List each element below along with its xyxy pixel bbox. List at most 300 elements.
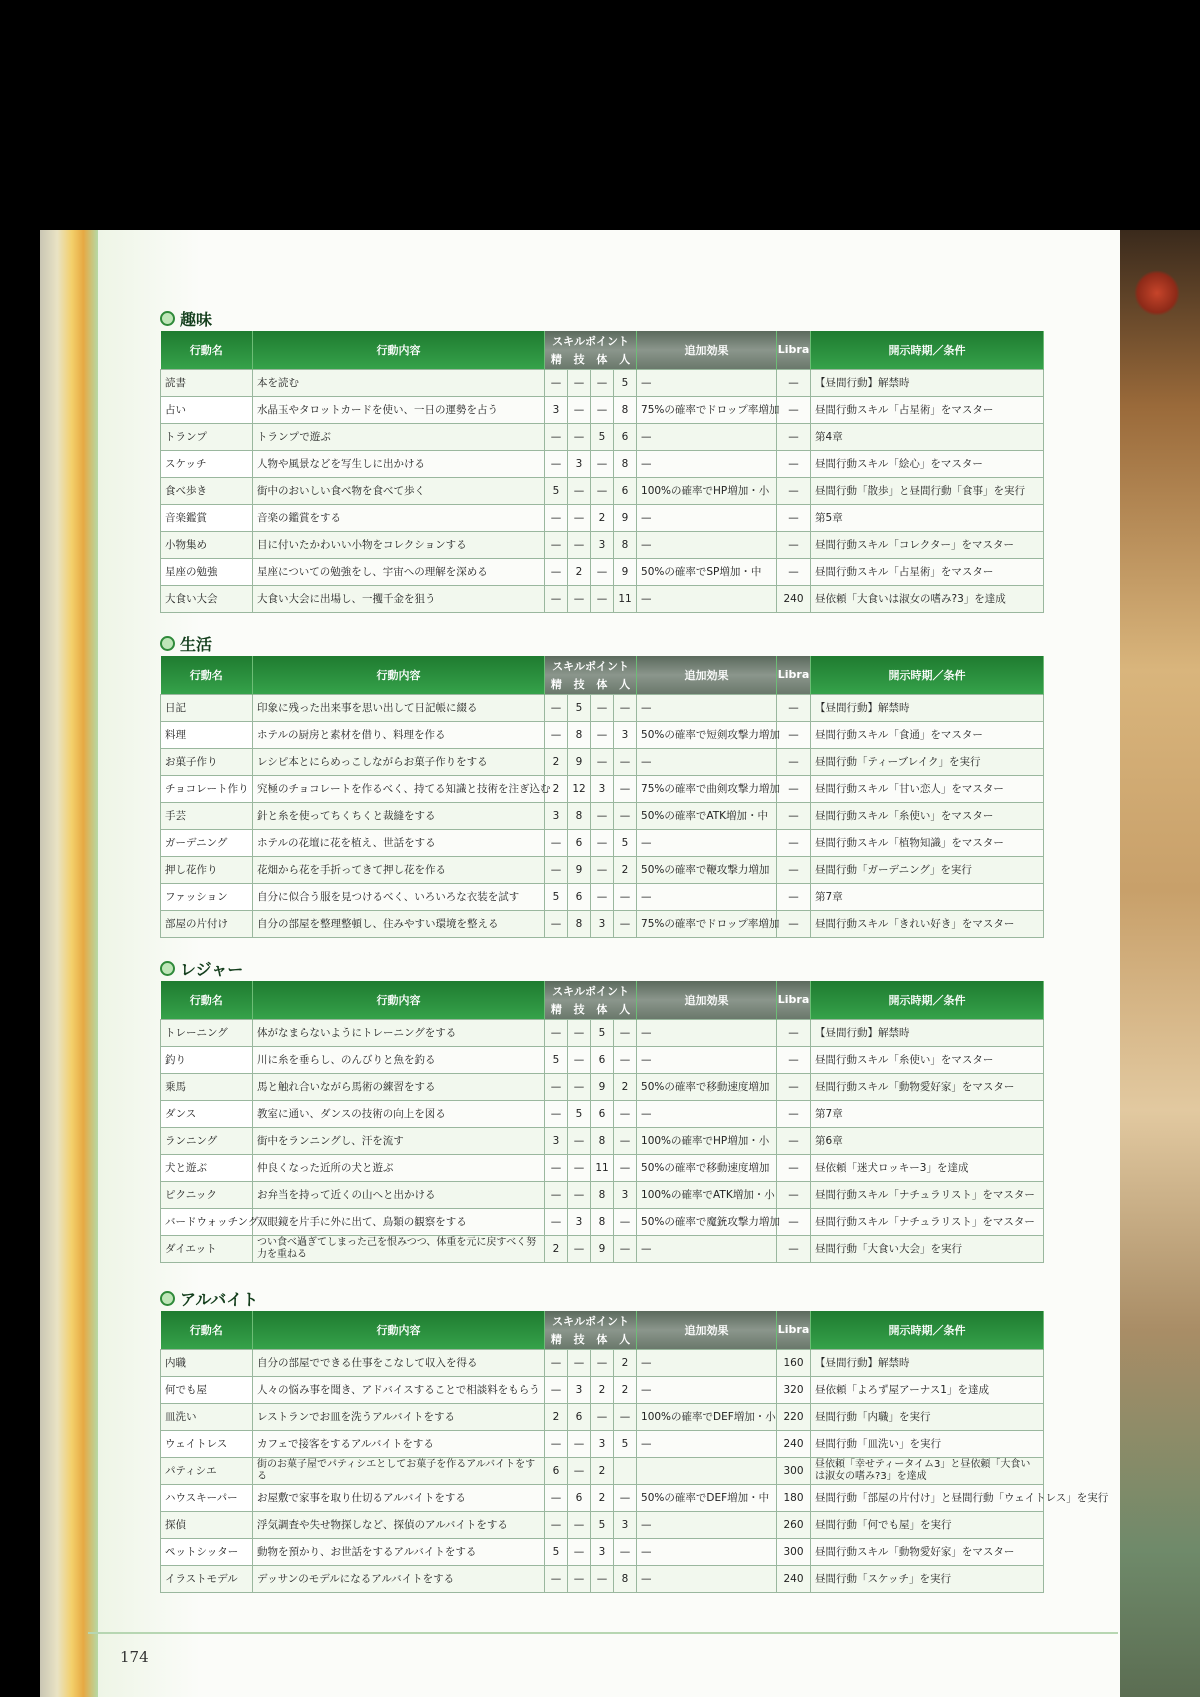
table-cell: 75%の確率でドロップ率増加 — [637, 910, 777, 937]
table-cell: — — [777, 910, 811, 937]
table-cell: — — [591, 802, 614, 829]
header-libra: Libra — [777, 656, 811, 694]
table-cell: 5 — [545, 477, 568, 504]
table-cell: 5 — [614, 369, 637, 396]
table-row — [161, 369, 1044, 396]
table-cell: 昼間行動「何でも屋」を実行 — [811, 1511, 1044, 1538]
table-cell: 昼間行動スキル「ナチュラリスト」をマスター — [811, 1208, 1044, 1235]
table-cell: 6 — [614, 477, 637, 504]
table-cell: ランニング — [161, 1127, 253, 1154]
table-cell: — — [545, 1100, 568, 1127]
header-name: 行動名 — [161, 981, 253, 1019]
table-cell: — — [591, 1349, 614, 1376]
table-cell: 9 — [591, 1073, 614, 1100]
header-desc: 行動内容 — [253, 981, 545, 1019]
table-cell: 3 — [568, 450, 591, 477]
table-cell: — — [591, 1565, 614, 1592]
table-cell: お菓子作り — [161, 748, 253, 775]
table-cell: 8 — [614, 396, 637, 423]
table-cell: 昼依頼「迷犬ロッキー3」を達成 — [811, 1154, 1044, 1181]
table-cell: 3 — [568, 1376, 591, 1403]
table-cell: — — [637, 1376, 777, 1403]
table-cell: 部屋の片付け — [161, 910, 253, 937]
table-cell: 印象に残った出来事を思い出して日記帳に綴る — [253, 694, 545, 721]
table-cell: 8 — [568, 802, 591, 829]
table-cell: 探偵 — [161, 1511, 253, 1538]
table-cell: — — [777, 450, 811, 477]
table-cell: 6 — [568, 1403, 591, 1430]
table-cell: — — [568, 1127, 591, 1154]
table-cell: 犬と遊ぶ — [161, 1154, 253, 1181]
table-cell: — — [614, 1235, 637, 1262]
table-cell: — — [591, 558, 614, 585]
header-libra: Libra — [777, 331, 811, 369]
table-row — [161, 1181, 1044, 1208]
table-row — [161, 883, 1044, 910]
table-cell: 体がなまらないようにトレーニングをする — [253, 1019, 545, 1046]
table-cell: — — [545, 1181, 568, 1208]
table-cell: 昼間行動スキル「糸使い」をマスター — [811, 1046, 1044, 1073]
table-cell: 2 — [591, 1484, 614, 1511]
table-cell: 2 — [591, 1376, 614, 1403]
table-row — [161, 450, 1044, 477]
table-cell: レシピ本とにらめっこしながらお菓子作りをする — [253, 748, 545, 775]
table-cell: 240 — [777, 585, 811, 612]
table-cell: — — [614, 694, 637, 721]
table-cell: — — [545, 856, 568, 883]
table-cell: 5 — [568, 694, 591, 721]
table-cell: — — [591, 748, 614, 775]
table-cell: — — [568, 369, 591, 396]
table-row — [161, 1457, 1044, 1484]
table-cell: — — [637, 504, 777, 531]
table-row — [161, 477, 1044, 504]
table-cell: 馬と触れ合いながら馬術の練習をする — [253, 1073, 545, 1100]
table-cell: 3 — [545, 802, 568, 829]
section-4 — [160, 1285, 1109, 1593]
table-cell: 2 — [614, 1073, 637, 1100]
table-cell: 50%の確率で短剣攻撃力増加 — [637, 721, 777, 748]
table-cell: 8 — [591, 1208, 614, 1235]
table-cell: 260 — [777, 1511, 811, 1538]
table-cell: 2 — [545, 1235, 568, 1262]
section-title: 趣味 — [160, 305, 1043, 331]
table-cell: — — [545, 1073, 568, 1100]
table-cell: 12 — [568, 775, 591, 802]
table-cell: 第7章 — [811, 883, 1044, 910]
table-cell: 自分の部屋でできる仕事をこなして収入を得る — [253, 1349, 545, 1376]
table-cell: 6 — [591, 1100, 614, 1127]
table-cell: 3 — [545, 396, 568, 423]
table-cell: — — [591, 883, 614, 910]
table-cell: 街中のおいしい食べ物を食べて歩く — [253, 477, 545, 504]
table-row — [161, 910, 1044, 937]
table-cell: 50%の確率で移動速度増加 — [637, 1154, 777, 1181]
table-cell: 食べ歩き — [161, 477, 253, 504]
table-cell: 5 — [614, 1430, 637, 1457]
table-row — [161, 694, 1044, 721]
table-cell: 浮気調査や失せ物探しなど、探偵のアルバイトをする — [253, 1511, 545, 1538]
table-cell: 5 — [545, 1538, 568, 1565]
table-cell: 160 — [777, 1349, 811, 1376]
book-spine — [40, 230, 98, 1697]
table-cell: — — [614, 748, 637, 775]
table-row — [161, 396, 1044, 423]
table-row — [161, 856, 1044, 883]
header-sp: 技 — [573, 352, 585, 366]
table-cell: — — [545, 1511, 568, 1538]
table-cell: 昼間行動スキル「占星術」をマスター — [811, 558, 1044, 585]
table-cell: ハウスキーパー — [161, 1484, 253, 1511]
table-cell: 50%の確率で移動速度増加 — [637, 1073, 777, 1100]
table-cell: 押し花作り — [161, 856, 253, 883]
table-cell: お屋敷で家事を取り仕切るアルバイトをする — [253, 1484, 545, 1511]
table-cell: 50%の確率でDEF増加・中 — [637, 1484, 777, 1511]
table-cell: カフェで接客をするアルバイトをする — [253, 1430, 545, 1457]
table-cell: 2 — [545, 775, 568, 802]
table-cell: — — [591, 396, 614, 423]
table-cell: — — [614, 802, 637, 829]
header-sp: 精 — [550, 352, 562, 366]
table-cell: 11 — [614, 585, 637, 612]
table-cell: トレーニング — [161, 1019, 253, 1046]
table-cell: トランプで遊ぶ — [253, 423, 545, 450]
table-cell: 2 — [614, 1376, 637, 1403]
table-cell: — — [591, 721, 614, 748]
table-cell: 第6章 — [811, 1127, 1044, 1154]
table-cell: レストランでお皿を洗うアルバイトをする — [253, 1403, 545, 1430]
table-cell: 3 — [568, 1208, 591, 1235]
header-cond: 開示時期／条件 — [811, 1311, 1044, 1349]
table-cell: — — [637, 1100, 777, 1127]
table-cell: — — [545, 450, 568, 477]
table-cell: — — [777, 1046, 811, 1073]
flower-illustration — [1134, 270, 1180, 316]
table-cell: 220 — [777, 1403, 811, 1430]
table-cell: — — [637, 1430, 777, 1457]
table-row — [161, 1538, 1044, 1565]
table-cell: — — [545, 504, 568, 531]
table-cell: 昼間行動スキル「甘い恋人」をマスター — [811, 775, 1044, 802]
table-row — [161, 504, 1044, 531]
table-cell: 教室に通い、ダンスの技術の向上を図る — [253, 1100, 545, 1127]
table-cell: 小物集め — [161, 531, 253, 558]
table-cell: 第5章 — [811, 504, 1044, 531]
table-cell: — — [545, 829, 568, 856]
table-cell: ダイエット — [161, 1235, 253, 1262]
table-cell: 320 — [777, 1376, 811, 1403]
table-cell: — — [614, 910, 637, 937]
table-cell: 5 — [614, 829, 637, 856]
table-cell: 究極のチョコレートを作るべく、持てる知識と技術を注ぎ込む — [253, 775, 545, 802]
table-cell: — — [545, 1430, 568, 1457]
table-cell: 2 — [591, 1457, 614, 1484]
section-title: レジャー — [160, 955, 1043, 981]
table-row — [161, 531, 1044, 558]
table-cell: 人々の悩み事を聞き、アドバイスすることで相談料をもらう — [253, 1376, 545, 1403]
table-cell: — — [614, 1154, 637, 1181]
activity-table — [160, 656, 1044, 938]
header-sp: 体 — [596, 1332, 608, 1346]
header-sp: 人 — [619, 352, 631, 366]
table-cell: バードウォッチング — [161, 1208, 253, 1235]
table-cell: 3 — [614, 1511, 637, 1538]
table-cell: 3 — [545, 1127, 568, 1154]
table-cell: — — [637, 1538, 777, 1565]
table-cell: — — [545, 721, 568, 748]
header-cond: 開示時期／条件 — [811, 981, 1044, 1019]
header-effect: 追加効果 — [637, 981, 777, 1019]
table-cell: 釣り — [161, 1046, 253, 1073]
header-skill: スキルポイント 精 技 体 人 — [545, 656, 637, 694]
table-cell: スケッチ — [161, 450, 253, 477]
table-cell: 読書 — [161, 369, 253, 396]
table-cell: 日記 — [161, 694, 253, 721]
table-cell: お弁当を持って近くの山へと出かける — [253, 1181, 545, 1208]
table-cell: 音楽鑑賞 — [161, 504, 253, 531]
table-row — [161, 1430, 1044, 1457]
table-cell: — — [777, 748, 811, 775]
table-cell: — — [777, 1181, 811, 1208]
table-cell: — — [614, 1538, 637, 1565]
table-cell: ホテルの花壇に花を植え、世話をする — [253, 829, 545, 856]
header-sp: 技 — [573, 677, 585, 691]
table-cell: 第4章 — [811, 423, 1044, 450]
table-cell: 料理 — [161, 721, 253, 748]
activity-table — [160, 331, 1044, 613]
table-cell: 昼間行動スキル「食通」をマスター — [811, 721, 1044, 748]
table-row — [161, 775, 1044, 802]
table-row — [161, 585, 1044, 612]
header-libra: Libra — [777, 1311, 811, 1349]
table-cell: — — [637, 585, 777, 612]
table-cell: 乗馬 — [161, 1073, 253, 1100]
table-cell: 本を読む — [253, 369, 545, 396]
table-cell: 5 — [545, 1046, 568, 1073]
header-libra: Libra — [777, 981, 811, 1019]
table-row — [161, 1484, 1044, 1511]
table-cell: 2 — [591, 504, 614, 531]
section-title: アルバイト — [160, 1285, 1043, 1311]
header-sp: 精 — [550, 1002, 562, 1016]
table-cell: — — [637, 450, 777, 477]
table-cell: — — [568, 1046, 591, 1073]
table-cell: 8 — [568, 910, 591, 937]
table-cell: 昼間行動スキル「糸使い」をマスター — [811, 802, 1044, 829]
table-cell: 【昼間行動】解禁時 — [811, 1019, 1044, 1046]
header-sp: 体 — [596, 1002, 608, 1016]
bottom-rule — [88, 1632, 1118, 1634]
table-cell: 昼依頼「大食いは淑女の嗜み?3」を達成 — [811, 585, 1044, 612]
table-cell: 大食い大会に出場し、一攫千金を狙う — [253, 585, 545, 612]
table-cell: 街中をランニングし、汗を流す — [253, 1127, 545, 1154]
table-cell: — — [545, 910, 568, 937]
table-cell: 6 — [568, 883, 591, 910]
table-cell: — — [568, 1565, 591, 1592]
table-header-row — [161, 331, 1044, 369]
table-cell: 昼間行動スキル「動物愛好家」をマスター — [811, 1073, 1044, 1100]
table-cell: — — [545, 369, 568, 396]
table-cell: 何でも屋 — [161, 1376, 253, 1403]
table-cell: 100%の確率でATK増加・小 — [637, 1181, 777, 1208]
table-cell: 【昼間行動】解禁時 — [811, 1349, 1044, 1376]
table-cell: 50%の確率でATK増加・中 — [637, 802, 777, 829]
table-cell: 昼間行動スキル「占星術」をマスター — [811, 396, 1044, 423]
table-cell: — — [614, 775, 637, 802]
table-cell: 300 — [777, 1538, 811, 1565]
table-cell: — — [591, 585, 614, 612]
table-cell: — — [545, 1208, 568, 1235]
table-cell: 8 — [614, 450, 637, 477]
table-cell: 【昼間行動】解禁時 — [811, 369, 1044, 396]
table-cell: 目に付いたかわいい小物をコレクションする — [253, 531, 545, 558]
header-sp: 人 — [619, 1002, 631, 1016]
table-cell: — — [777, 1208, 811, 1235]
table-row — [161, 721, 1044, 748]
table-cell: 占い — [161, 396, 253, 423]
table-cell: — — [545, 558, 568, 585]
table-cell: — — [777, 829, 811, 856]
table-cell: — — [777, 1154, 811, 1181]
table-cell: — — [637, 829, 777, 856]
header-name: 行動名 — [161, 656, 253, 694]
header-sp: 体 — [596, 677, 608, 691]
table-cell: — — [545, 1376, 568, 1403]
table-cell: 6 — [614, 423, 637, 450]
header-name: 行動名 — [161, 331, 253, 369]
table-cell: デッサンのモデルになるアルバイトをする — [253, 1565, 545, 1592]
table-cell: 8 — [591, 1181, 614, 1208]
table-row — [161, 1127, 1044, 1154]
header-effect: 追加効果 — [637, 331, 777, 369]
table-row — [161, 802, 1044, 829]
table-cell: 第7章 — [811, 1100, 1044, 1127]
page-number: 174 — [120, 1648, 149, 1666]
table-cell: ペットシッター — [161, 1538, 253, 1565]
table-cell: 昼間行動「散歩」と昼間行動「食事」を実行 — [811, 477, 1044, 504]
table-cell: 11 — [591, 1154, 614, 1181]
table-cell: 8 — [614, 1565, 637, 1592]
header-sp: 人 — [619, 677, 631, 691]
header-skill: スキルポイント 精 技 体 人 — [545, 331, 637, 369]
table-cell: — — [614, 1019, 637, 1046]
header-desc: 行動内容 — [253, 331, 545, 369]
section-bullet-icon — [160, 636, 175, 651]
activity-table — [160, 1311, 1109, 1593]
table-cell: — — [637, 748, 777, 775]
table-cell: — — [777, 1073, 811, 1100]
table-cell: 5 — [591, 1511, 614, 1538]
table-cell: 6 — [568, 1484, 591, 1511]
table-cell — [637, 1457, 777, 1484]
table-cell: — — [777, 423, 811, 450]
table-cell: — — [568, 1181, 591, 1208]
table-cell: 3 — [614, 721, 637, 748]
table-cell: — — [545, 694, 568, 721]
table-cell: 3 — [591, 1430, 614, 1457]
table-cell: — — [777, 856, 811, 883]
table-cell: 9 — [568, 748, 591, 775]
table-cell: 針と糸を使ってちくちくと裁縫をする — [253, 802, 545, 829]
table-cell: 300 — [777, 1457, 811, 1484]
table-cell: 人物や風景などを写生しに出かける — [253, 450, 545, 477]
table-cell: — — [568, 504, 591, 531]
table-cell: 8 — [568, 721, 591, 748]
table-cell: — — [777, 694, 811, 721]
table-cell: 50%の確率で鞭攻撃力増加 — [637, 856, 777, 883]
header-desc: 行動内容 — [253, 1311, 545, 1349]
table-cell: ピクニック — [161, 1181, 253, 1208]
table-cell: — — [545, 1154, 568, 1181]
table-row — [161, 1154, 1044, 1181]
table-cell: 星座の勉強 — [161, 558, 253, 585]
table-row — [161, 423, 1044, 450]
table-cell: — — [777, 1019, 811, 1046]
table-cell: — — [637, 423, 777, 450]
table-cell: 100%の確率でDEF増加・小 — [637, 1403, 777, 1430]
table-cell: 3 — [614, 1181, 637, 1208]
header-sp: 技 — [573, 1332, 585, 1346]
table-cell: — — [637, 1019, 777, 1046]
table-cell: 昼間行動スキル「植物知識」をマスター — [811, 829, 1044, 856]
header-sp: 技 — [573, 1002, 585, 1016]
header-sp: 体 — [596, 352, 608, 366]
table-cell: — — [568, 1511, 591, 1538]
table-cell: — — [591, 369, 614, 396]
table-cell: 6 — [545, 1457, 568, 1484]
table-cell: ホテルの厨房と素材を借り、料理を作る — [253, 721, 545, 748]
table-cell: — — [637, 883, 777, 910]
table-row — [161, 1376, 1044, 1403]
table-cell: 昼間行動スキル「ナチュラリスト」をマスター — [811, 1181, 1044, 1208]
table-cell: 昼依頼「幸せティータイム3」と昼依頼「大食いは淑女の嗜み?3」を達成 — [811, 1457, 1044, 1484]
table-cell: — — [568, 423, 591, 450]
table-cell: — — [777, 369, 811, 396]
table-row — [161, 558, 1044, 585]
header-sp: 精 — [550, 1332, 562, 1346]
table-cell: 3 — [591, 910, 614, 937]
table-cell: ガーデニング — [161, 829, 253, 856]
table-cell: 5 — [591, 1019, 614, 1046]
header-sp: 精 — [550, 677, 562, 691]
activity-table — [160, 981, 1044, 1263]
table-cell: 2 — [614, 856, 637, 883]
table-cell: — — [777, 558, 811, 585]
table-header-row — [161, 656, 1044, 694]
table-row — [161, 1208, 1044, 1235]
table-cell: ファッション — [161, 883, 253, 910]
table-cell: 街のお菓子屋でパティシエとしてお菓子を作るアルバイトをする — [253, 1457, 545, 1484]
section-3 — [160, 955, 1043, 1263]
table-cell: 音楽の鑑賞をする — [253, 504, 545, 531]
table-cell: 9 — [614, 504, 637, 531]
table-row — [161, 1349, 1044, 1376]
table-row — [161, 1565, 1044, 1592]
table-cell: パティシエ — [161, 1457, 253, 1484]
table-cell: 水晶玉やタロットカードを使い、一日の運勢を占う — [253, 396, 545, 423]
table-cell: 昼間行動「内職」を実行 — [811, 1403, 1044, 1430]
table-cell: ダンス — [161, 1100, 253, 1127]
table-cell: — — [545, 531, 568, 558]
table-header-row — [161, 1311, 1044, 1349]
table-cell: — — [614, 1484, 637, 1511]
table-cell: 昼間行動「大食い大会」を実行 — [811, 1235, 1044, 1262]
table-cell: 9 — [614, 558, 637, 585]
table-cell: — — [568, 531, 591, 558]
table-cell: 昼依頼「よろず屋アーナス1」を達成 — [811, 1376, 1044, 1403]
table-cell: 2 — [568, 558, 591, 585]
table-cell: 180 — [777, 1484, 811, 1511]
